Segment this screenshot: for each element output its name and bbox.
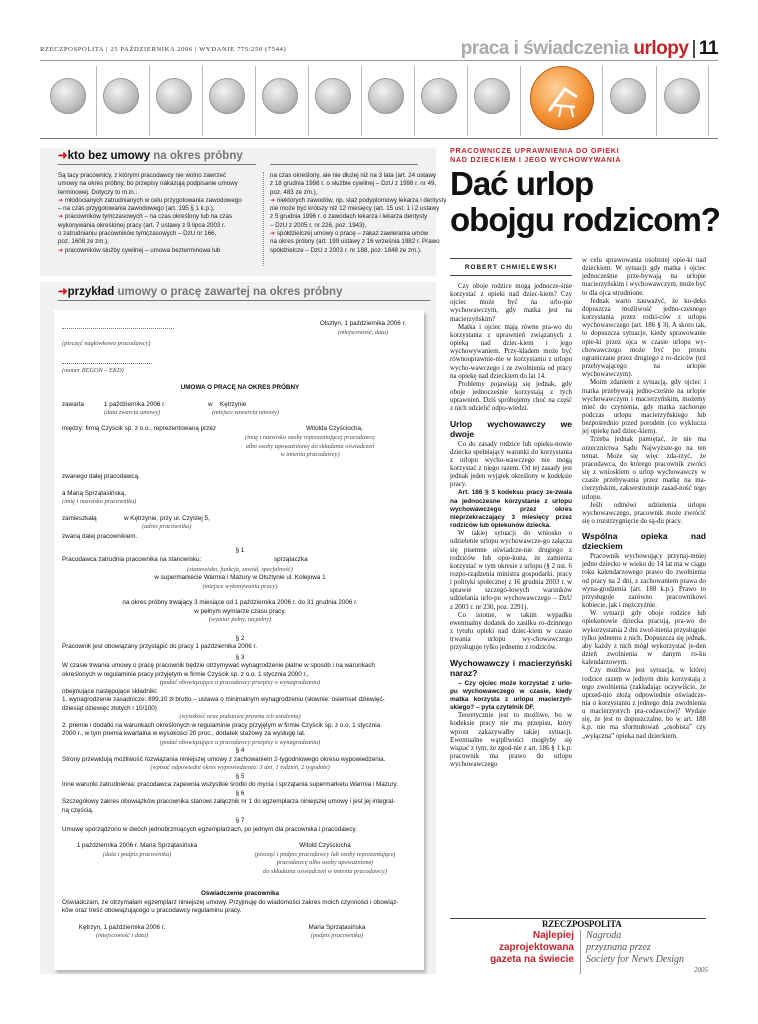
handshake-icon <box>103 78 139 114</box>
sunbed-icon <box>530 66 594 130</box>
article-title: Dać urlop obojgu rodzicom? <box>450 165 720 238</box>
box1-col2: na czas określony, ale nie dłużej niż na 3 lata (art. 24 ustawy z 18 grudnia 1998 r. o służbie cywilnej – DzU z 1998 r. nr 49, poz. 483 ze zm.), ➜ niektórych zawodów, np. staż podyplomowy lekarza i dentysty nie może być krótszy niż 12 miesięcy (art. 15 ust. 1 i 2 ustawy z 5 grudnia 1996 r. o zawodach lekarza i lekarza dentysty – DzU z 2005 r. nr 226, poz. 1943), ➜ spółdzielczej umowy o pracę – zakaz zawierania umów na okres próbny (art. 199 ustawy z 16 września 1982 r. Prawo spółdzielcze – DzU z 2003 r. nr 188, poz. 1848 ze zm.). <box>270 172 447 254</box>
article-author: ROBERT CHMIELEWSKI <box>464 264 558 271</box>
masthead-info: RZECZPOSPOLITA | 25 PAŹDZIERNIKA 2006 | WYDANIE 775/250 (7544) <box>40 46 287 53</box>
scale-icon <box>474 78 510 114</box>
gavel-icon <box>315 78 351 114</box>
section-name: praca i świadczenia <box>460 38 629 59</box>
section-title: praca i świadczenia urlopy | 11 <box>460 38 718 59</box>
box-kto-bez-umowy <box>40 148 447 276</box>
header-rule <box>40 60 718 61</box>
article-col1: Czy oboje rodzice mogą jednocze-śnie korzystać z opieki nad dziec-kiem? Czy ojciec może być na urlo-pie wychowawczym, gdy matka jest na macierzyńskim? Matka i ojciec mają równe pra-wo do korzystania z uprawnień związanych z opieką nad dziec-kiem i jego wychowywaniem. Przy-kładem może być równouprawnie-nie w korzystaniu z urlopu wycho-wawczego i ze zwolnienia od pracy na opiekę nad dzieckiem do lat 14. Problemy pojawiają się jednak, gdy oboje jednocześnie korzystają z tych uprawnień. Dziś spróbujemy choć na część z nich udzielić odpo-wiedzi. Urlop wychowawczy we dwoje Co do zasady rodzice lub opieku-nowie dziecka spełniający warunki do korzystania z urlopu wycho-wawczego nie mogą korzystać z niego razem. Od tej zasady jest jednak jeden wyjątek określony w kodeksie pracy. Art. 186 § 3 kodeksu pracy ze-zwala na jednoczesne korzystanie z urlopu wychowawczego przez okres nieprzekraczający 3 miesięcy przez rodziców lub opiekunów dziecka. W takiej sytuacji do wniosku o udzielenie urlopu wychowawcze-go załącza się pisemne oświadcze-nie drugiego z rodziców lub opie-kuna, że zamierza korzystać w tym okresie z urlopu (§ 2 ust. 6 rozpo-rządzenia ministra gospodarki, pracy i polityki społecznej z 16 grudnia 2003 r. w sprawie szczegó-łowych warunków udzielania urlo-pu wychowawczego – DzU z 2003 r. nr 230, poz. 2291). Co istotne, w takim wypadku ewentualny dodatek do zasiłku ro-dzinnego z tytułu opieki nad dziec-kiem w czasie trwania urlopu wy-chowawczego przysługuje tylko jednemu z rodziców. Wychowawczy i macierzyński naraz? – Czy ojciec może korzystać z urlo-pu wychowawczego w czasie, kiedy matka korzysta z urlopu macierzyń-skiego? – pyta czytelnik DF. Teoretycznie jest to możliwe, bo w kodeksie pracy nie ma przepisu, który wprost zakazywałby takiej sytuacji. Ewentualne wątpliwości mogłyby się wiązać z tym, że zgod-nie z art. 186 § 1 k.p. pracownik ma prawo do urlopu wychowawczego <box>450 283 572 769</box>
form-stamp-hint: (pieczęć nagłówkowa pracodawcy) <box>62 340 151 347</box>
box1-col1: Są tacy pracownicy, z którymi pracodawcy nie wolno zawrzeć umowy na okres próbny, bo przepisy nakazują podpisanie umowy terminowej. Dotyczy to m.in.: ➜ młodocianych zatrudnianych w celu przygotowania zawodowego – na czas przygotowania zawodowego (art. 195 § 1 k.p.), ➜ pracowników tymczasowych – na czas określony lub na czas wykonywania określonej pracy (art. 7 ustawy z 9 lipca 2003 r. o zatrudnianiu pracowników tymczasowych – DzU nr 166, poz. 1608 ze zm.), ➜ pracowników służby cywilnej – umowa bezterminowa lub <box>58 172 242 254</box>
form-title: UMOWA O PRACĘ NA OKRES PRÓBNY <box>180 383 300 391</box>
coins-icon <box>610 78 646 114</box>
hands-icon <box>421 78 457 114</box>
page-number: 11 <box>698 38 718 59</box>
rzeczpospolita-logo: RZECZPOSPOLITA <box>542 919 622 929</box>
umbrella-icon <box>262 78 298 114</box>
employment-contract: Olsztyn, 1 października 2006 r. (miejscowość, data) (pieczęć nagłówkowa pracodawcy) (numer REGON – EKD) UMOWA O PRACĘ NA OKRES PRÓBNY zawarta 1 października 2006 r. w Kętrzynie (data zwarcia umowy) (miejsce zawarcia umowy) między: firmą Czyścik sp. z o.o., reprezentowaną przez Witolda Czyściocha, (imię i nazwisko osoby reprezentującej pracodawcę albo osoby upoważnionej do składania oświadczeń w imieniu pracodawcy) zwanego dalej pracodawcą, a Marią Sprzątasińską, (imię i nazwisko pracownika) zamieszkałą w Kętrzynie, przy ul. Czystej 5, (adres pracownika) zwaną dalej pracownikiem. § 1 Pracodawca zatrudnia pracownika na stanowisku: sprzątaczka (stanowisko, funkcja, zawód, specjalność) w supermarkecie Warmia i Mazury w Olsztynie ul. Kolejowa 1 (miejsce wykonywania pracy) na okres próbny trwający 3 miesiące od 1 października 2006 r. do 31 grudnia 2006 r. w pełnym wymiarze czasu pracy. (wymiar pełny, niepełny) § 2 Pracownik jest obowiązany przystąpić do pracy 1 października 2006 r. § 3 W czasie trwania umowy o pracę pracownik będzie otrzymywać wynagrodzenie płatne w sposób i na warunkach określonych w regulaminie pracy przyjętym w firmie Czyścik sp. z o.o. 1 stycznia 2000 r., (podać obowiązujące u pracodawcy przepisy o wynagradzaniu) obejmujące następujące składniki: 1. wynagrodzenie zasadnicze: 899,10 zł brutto – ustawa o minimalnym wynagrodzeniu (słownie: osiemset dziewięć- dziesiąt dziewięć złotych i 10/100) (wysokość oraz podstawa prawna ich ustalenia) 2. premie i dodatki na warunkach określonych w regulaminie pracy przyjętym w firmie Czyścik sp. z o.o. 1 stycznia 2000 r., w tym premia kwartalna w wysokości 20 proc., dodatek stażowy za wysługę lat. (podać obowiązujące u pracodawcy przepisy o wynagradzaniu) § 4 Strony przewidują możliwość rozwiązania niniejszej umowy z zachowaniem 2-tygodniowego okresu wypowiedzenia. (wpisać odpowiedni okres wypowiedzenia: 3 dni, 1 tydzień, 2 tygodnie) § 5 Inne warunki zatrudnienia: pracodawca zapewnia wszystkie środki do mycia i sprzątania supermarketu Warmia i Mazury. § 6 Szczegółowy zakres obowiązków pracownika stanowi załącznik nr 1 do egzemplarza niniejszej umowy i jest jej integral- ną częścią. § 7 Umowę sporządzono w dwóch jednobrzmiących egzemplarzach, po jednym dla pracownika i pracodawcy. 1 października 2006 r. Maria Sprzątasińska (data i podpis pracownika) Witold Czyściocha (pieczęć i podpis pracodawcy lub osoby reprezentującej pracodawcę albo osoby upoważnionej do składania oświadczeń w imieniu pracodawcy) Oświadczenie pracownika Oświadczam, że otrzymałam egzemplarz niniejszej umowy. Przyjmuję do wiadomości zakres moich czynności i obowiąz- ków oraz treść obowiązującego u pracodawcy regulaminu pracy. Kętrzyn, 1 października 2006 r. (miejscowość i data) Maria Sprzątasińska (podpis pracownika) <box>62 320 418 944</box>
box1-heading: ➜kto bez umowy na okres próbny <box>58 150 243 162</box>
calendar-icon <box>664 78 700 114</box>
article-kicker: PRACOWNICZE UPRAWNIENIA DO OPIEKI NAD DZIECKIEM I JEGO WYCHOWYWANIA <box>450 146 622 164</box>
document-icon <box>368 78 404 114</box>
globe-icon <box>50 78 86 114</box>
award-right: Nagroda przyznana przez Society for News Design 2005 <box>586 930 708 974</box>
box2-heading: ➜przykład umowy o pracę zawartej na okres próbny <box>58 286 343 298</box>
icon-bar <box>40 66 718 138</box>
globe-icon <box>209 78 245 114</box>
article-col2: w celu sprawowania osobistej opie-ki nad dzieckiem. W sytuacji gdy matka i ojciec jednocześnie prze-bywają na urlopie macierzyńskim i wychowawczym, może być to dla ojca utrudnione. Jednak warto zauważyć, że ko-deks dopuszcza możliwość jedno-czesnego korzystania przez rodzi-ców z urlopu wychowawczego (art. 186 § 3). A skoro tak, to dopuszcza sytuacje, kiedy sprawowanie opie-ki przez ojca w czasie urlopu wy-chowawczego może być po prostu ograniczane przez drugiego z ro-dziców (też przebywającego na urlopie wychowawczym). Moim zdaniem z sytuacją, gdy ojciec i matka przebywają jedno-cześnie na urlopie wychowawczym i macierzyńskim, możemy mieć do czynienia, gdy matka zachoruje podczas urlopu macierzyńskiego lub bezpośrednio przed porodem (co wyklucza jej opiekę nad dziec-kiem). Trzeba jednak pamiętać, że nie ma orzecznictwa Sądu Najwyższe-go na ten temat. Może się więc zda-rzyć, że pracodawca, do którego pracownik zwróci się z wnioskiem o urlop wychowawczy w czasie przebywania przez matkę na ma-cierzyńskim, zakwestionuje zasad-ność tego urlopu. Jeśli odmówi udzielenia urlopu wychowawczego, pracownik może zwrócić się o rozstrzygnięcie do są-du pracy. Wspólna opieka nad dzieckiem Pracownik wychowujący przynaj-mniej jedno dziecko w wieku do 14 lat ma w ciągu roku kalendarzowego prawo do zwolnienia od pracy na 2 dni, z zachowaniem prawa do wyna-grodzenia (art. 188 k.p.). Prawo to przysługuje zarówno pracownikowi kobiecie, jak i mężczyźnie. W sytuacji gdy oboje rodzice lub opiekunowie dziecka pracują, pra-wo do wykorzystania 2 dni zwol-nienia przysługuje tylko jednemu z nich. Dopuszcza się jednak, aby każdy z nich mógł wykorzystać je-den dzień zwolnienia w danym ro-ku kalendarzowym. Czy możliwa jest sytuacja, w której rodzice razem w jednym dniu korzystają z tego zwolnienia (zakładając oczywiście, że uprzed-nio złożą odpowiednie oświadcze-nia o korzystaniu z jednego dnia zwolnienia u macierzystych pra-codawców)? Wydaje się, że jest to dopuszczalne, bo w art. 188 k.p. nie ma sformułowań „osobista” czy „wyłączna” opieka nad dzieckiem. <box>582 257 706 740</box>
iconbar-rule <box>40 138 718 139</box>
award-left: Najlepiej zaprojektowana gazeta na świecie <box>490 930 574 965</box>
house-icon <box>156 78 192 114</box>
form-place-date: Olsztyn, 1 października 2006 r. (miejscowość, data) <box>319 320 406 336</box>
section-accent: urlopy <box>633 38 689 59</box>
